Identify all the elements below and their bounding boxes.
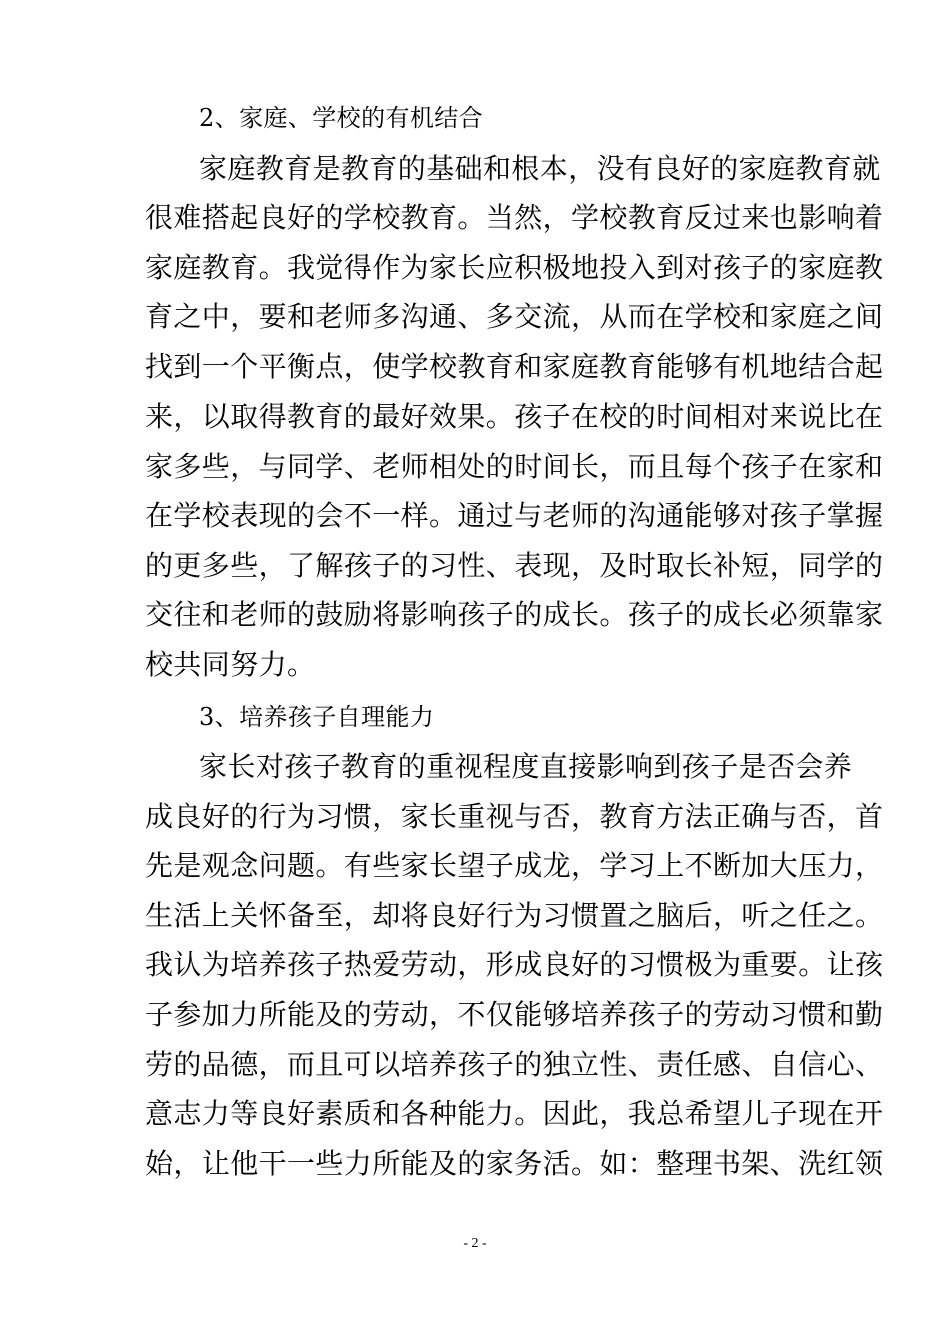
section-heading-3: 3、培养孩子自理能力 (199, 703, 435, 731)
paragraph-2-line-3: 先是观念问题。有些家长望子成龙，学习上不断加大压力， (145, 849, 884, 882)
page-number: - 2 - (463, 1236, 487, 1251)
paragraph-1-line-7: 家多些，与同学、老师相处的时间长，而且每个孩子在家和 (145, 450, 884, 483)
paragraph-1-line-8: 在学校表现的会不一样。通过与老师的沟通能够对孩子掌握 (145, 499, 884, 532)
paragraph-2-line-9: 始，让他干一些力所能及的家务活。如：整理书架、洗红领 (145, 1147, 884, 1180)
paragraph-1-line-1: 家庭教育是教育的基础和根本，没有良好的家庭教育就 (199, 152, 881, 185)
paragraph-2-line-6: 子参加力所能及的劳动，不仅能够培养孩子的劳动习惯和勤 (145, 998, 884, 1031)
paragraph-2-line-7: 劳的品德，而且可以培养孩子的独立性、责任感、自信心、 (145, 1048, 884, 1081)
paragraph-1-line-6: 来，以取得教育的最好效果。孩子在校的时间相对来说比在 (145, 400, 884, 433)
paragraph-2-line-4: 生活上关怀备至，却将良好行为习惯置之脑后，听之任之。 (145, 899, 884, 932)
paragraph-1-line-9: 的更多些，了解孩子的习性、表现，及时取长补短，同学的 (145, 549, 884, 582)
paragraph-1-line-3: 家庭教育。我觉得作为家长应积极地投入到对孩子的家庭教 (145, 251, 884, 284)
paragraph-1-line-5: 找到一个平衡点，使学校教育和家庭教育能够有机地结合起 (145, 350, 884, 383)
paragraph-2-line-8: 意志力等良好素质和各种能力。因此，我总希望儿子现在开 (145, 1097, 884, 1130)
paragraph-2-line-1: 家长对孩子教育的重视程度直接影响到孩子是否会养 (199, 750, 853, 783)
paragraph-1-line-2: 很难搭起良好的学校教育。当然，学校教育反过来也影响着 (145, 201, 884, 234)
paragraph-1-line-10: 交往和老师的鼓励将影响孩子的成长。孩子的成长必须靠家 (145, 598, 884, 631)
paragraph-2-line-5: 我认为培养孩子热爱劳动，形成良好的习惯极为重要。让孩 (145, 948, 884, 981)
section-heading-2: 2、家庭、学校的有机结合 (199, 104, 484, 132)
paragraph-1-line-11: 校共同努力。 (145, 648, 316, 681)
paragraph-2-line-2: 成良好的行为习惯，家长重视与否，教育方法正确与否，首 (145, 800, 884, 833)
paragraph-1-line-4: 育之中，要和老师多沟通、多交流，从而在学校和家庭之间 (145, 300, 884, 333)
